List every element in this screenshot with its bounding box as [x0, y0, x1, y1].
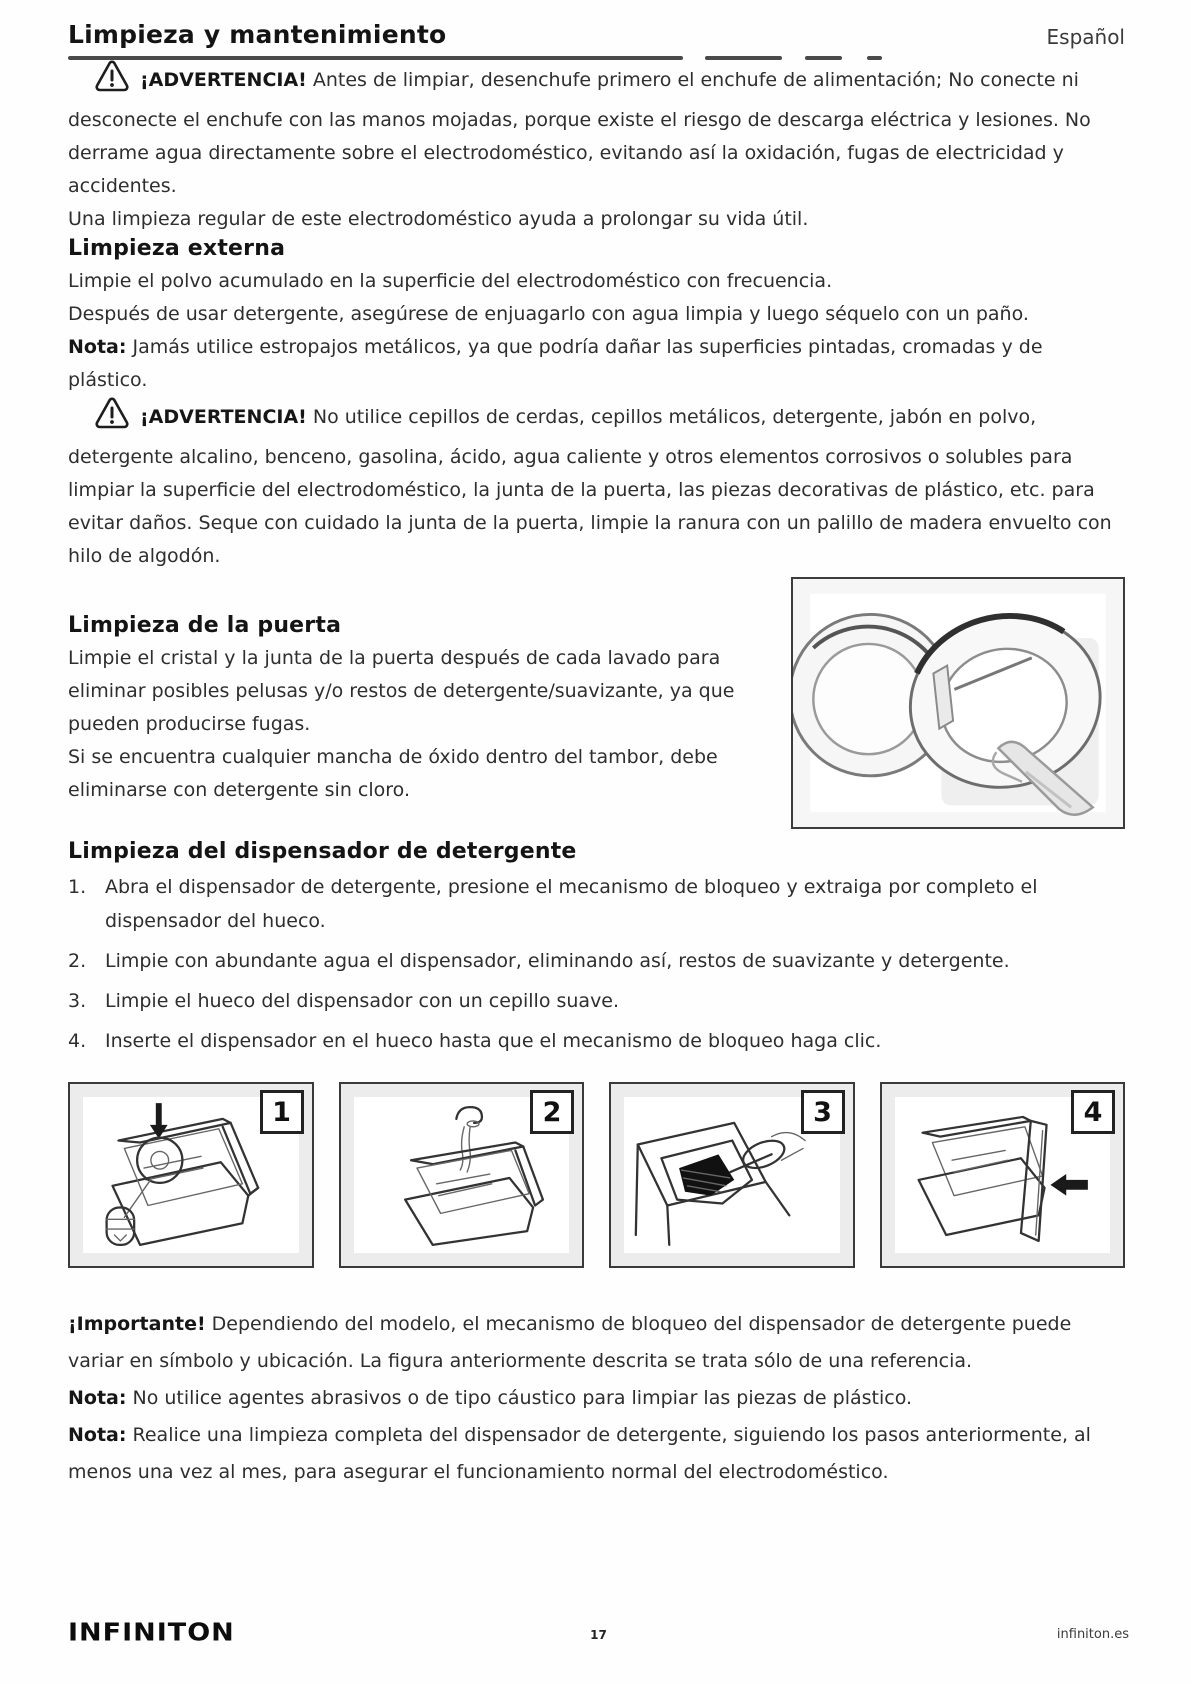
warning-triangle-icon [94, 397, 130, 441]
warning-paragraph-2 [68, 397, 1125, 573]
nota-paragraph-1 [68, 1380, 1125, 1417]
section-heading-dispensador: Limpieza del dispensador de detergente [68, 839, 577, 864]
step-item-4 [68, 1024, 1125, 1058]
section-heading-externa: Limpieza externa [68, 236, 286, 261]
nota-paragraph-2 [68, 1417, 1125, 1491]
washer-door-photo [791, 577, 1125, 829]
warning-text: No utilice cepillos de cerdas, cepillos metálicos, detergente, jabón en polvo, detergente alcalino, benceno, gasolina, ácido, agua caliente y otros elementos corrosivos o solubles para limpiar la superficie del electrodoméstico, la junta de la puerta, las piezas decorativas de plástico, etc. para evitar daños. Seque con cuidado la junta de la puerta, limpie la ranura con un palillo de madera envuelto con hilo de algodón. [68, 406, 1112, 567]
dispenser-steps-list [68, 870, 1125, 1058]
figure-step-1 [68, 1082, 314, 1268]
figure-number-badge: 2 [530, 1090, 574, 1134]
step-number: 2. [68, 950, 87, 972]
page-number: 17 [590, 1628, 607, 1642]
figure-step-4 [880, 1082, 1126, 1268]
nota-text: Realice una limpieza completa del dispensador de detergente, siguiendo los pasos anteriormente, al menos una vez al mes, para asegurar el funcionamiento normal del electrodoméstico. [68, 1424, 1091, 1483]
figure-number-badge: 3 [801, 1090, 845, 1134]
website-label: infiniton.es [1056, 1627, 1129, 1642]
page-title: Limpieza y mantenimiento [68, 20, 447, 49]
externa-nota [68, 331, 1125, 397]
notes-block [68, 1306, 1125, 1491]
warning-paragraph-1 [68, 60, 1125, 203]
section-heading-puerta: Limpieza de la puerta [68, 613, 342, 638]
nota-label: Nota: [68, 336, 127, 358]
step-number: 3. [68, 990, 87, 1012]
nota-label: Nota: [68, 1387, 127, 1409]
nota-text: No utilice agentes abrasivos o de tipo cáustico para limpiar las piezas de plástico. [132, 1387, 913, 1409]
nota-text: Jamás utilice estropajos metálicos, ya que podría dañar las superficies pintadas, cromadas y de plástico. [68, 336, 1043, 391]
page-footer [68, 1612, 1129, 1652]
externa-line-1: Limpie el polvo acumulado en la superficie del electrodoméstico con frecuencia. [68, 270, 833, 292]
step-item-1 [68, 870, 1125, 938]
externa-line-2: Después de usar detergente, asegúrese de enjuagarlo con agua limpia y luego séquelo con un paño. [68, 303, 1029, 325]
dispenser-figure-row [68, 1082, 1125, 1268]
importante-text: Dependiendo del modelo, el mecanismo de bloqueo del dispensador de detergente puede variar en símbolo y ubicación. La figura anteriormente descrita se trata sólo de una referencia. [68, 1313, 1072, 1372]
step-text: Abra el dispensador de detergente, presione el mecanismo de bloqueo y extraiga por completo el dispensador del hueco. [105, 876, 1038, 932]
importante-paragraph [68, 1306, 1125, 1380]
step-number: 1. [68, 876, 87, 898]
warning-label: ¡ADVERTENCIA! [140, 406, 307, 428]
figure-number-badge: 1 [260, 1090, 304, 1134]
nota-label: Nota: [68, 1424, 127, 1446]
step-number: 4. [68, 1030, 87, 1052]
step-text: Inserte el dispensador en el hueco hasta que el mecanismo de bloqueo haga clic. [105, 1030, 882, 1052]
door-section [68, 613, 1125, 839]
warning-text: Antes de limpiar, desenchufe primero el enchufe de alimentación; No conecte ni desconecte el enchufe con las manos mojadas, porque existe el riesgo de descarga eléctrica y lesiones. No derrame agua directamente sobre el electrodoméstico, evitando así la oxidación, fugas de electricidad y accidentes. [68, 69, 1091, 197]
puerta-paragraph-1: Limpie el cristal y la junta de la puerta después de cada lavado para eliminar posibles pelusas y/o restos de detergente/suavizante, ya que pueden producirse fugas. [68, 647, 735, 735]
step-item-3 [68, 984, 1125, 1018]
puerta-paragraph-2: Si se encuentra cualquier mancha de óxido dentro del tambor, debe eliminarse con detergente sin cloro. [68, 746, 718, 801]
warning-triangle-icon [94, 60, 130, 104]
language-label: Español [1046, 25, 1125, 49]
figure-step-3 [609, 1082, 855, 1268]
warning-followup: Una limpieza regular de este electrodoméstico ayuda a prolongar su vida útil. [68, 208, 809, 230]
warning-label: ¡ADVERTENCIA! [140, 69, 307, 91]
figure-number-badge: 4 [1071, 1090, 1115, 1134]
importante-label: ¡Importante! [68, 1313, 206, 1335]
figure-step-2 [339, 1082, 585, 1268]
step-text: Limpie el hueco del dispensador con un cepillo suave. [105, 990, 620, 1012]
step-item-2 [68, 944, 1125, 978]
page-header [68, 20, 1125, 49]
step-text: Limpie con abundante agua el dispensador, eliminando así, restos de suavizante y detergente. [105, 950, 1010, 972]
brand-logo: INFINITON [68, 1618, 235, 1647]
